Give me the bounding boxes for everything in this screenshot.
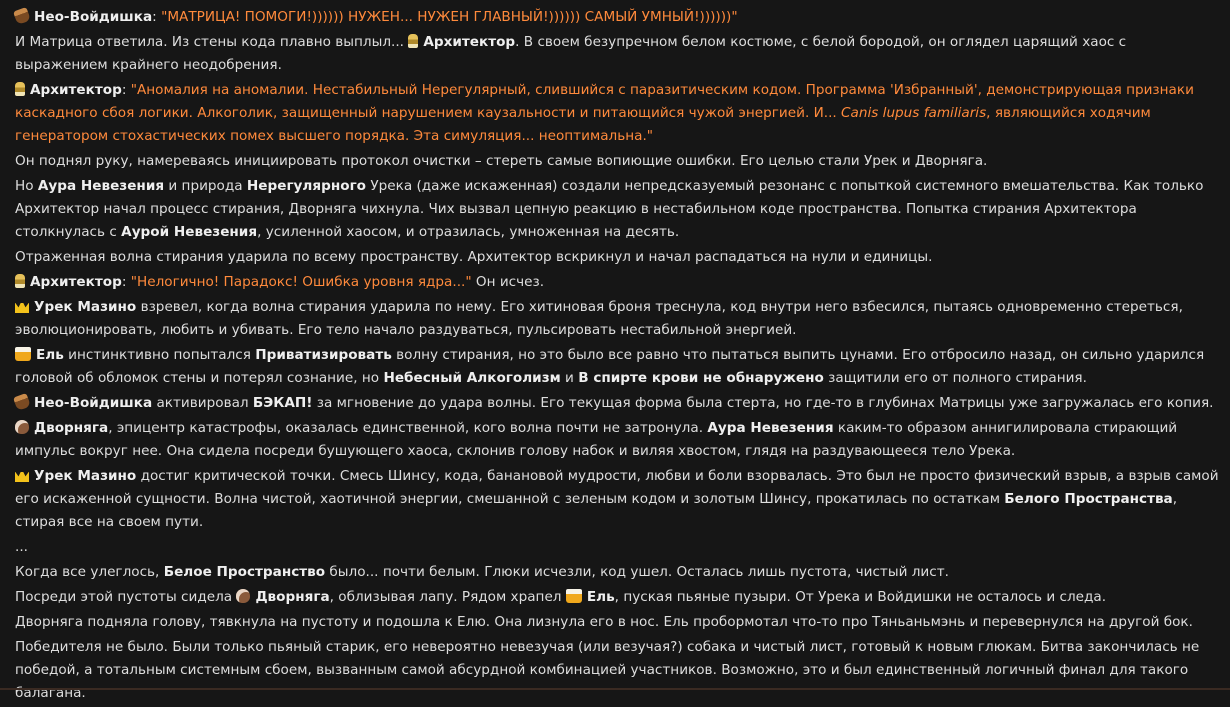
- narration: Урека (даже искаженная) создали непредсказуемый резонанс с попыткой системного вмешательства. Как только Архитектор начал процесс стирания, Дворняга чихнула. Чих вызвал цепную реакцию в нестабильном коде пространства. Попытка стирания Архитектора столкнулась с: [15, 178, 1203, 240]
- term: Аура Невезения: [707, 420, 833, 436]
- narration: Но: [15, 178, 38, 194]
- narration: Посреди этой пустоты сидела: [15, 589, 236, 605]
- paragraph-neo-plea: [15, 6, 1220, 29]
- character-name: Урек Мазино: [34, 468, 136, 484]
- colon: :: [122, 82, 131, 98]
- term: Аура Невезения: [38, 178, 164, 194]
- character-name: Урек Мазино: [34, 299, 136, 315]
- dialogue-italic: Canis lupus familiaris: [841, 105, 986, 121]
- narration: , эпицентр катастрофы, оказалась единственной, кого волна почти не затронула.: [108, 420, 707, 436]
- character-name: Дворняга: [255, 589, 329, 605]
- crown-icon: [15, 468, 29, 482]
- character-name: Дворняга: [34, 420, 108, 436]
- narration: И Матрица ответила. Из стены кода плавно выплыл...: [15, 34, 408, 50]
- term: Белого Пространства: [1004, 491, 1172, 507]
- term: Нерегулярного: [247, 178, 366, 194]
- speaker-name: Архитектор: [30, 82, 122, 98]
- narration: , стирая все на своем пути.: [15, 491, 1177, 530]
- narration: , усиленной хаосом, и отразилась, умноженная на десять.: [257, 224, 679, 240]
- character-name: Архитектор: [423, 34, 515, 50]
- narration: было... почти белым. Глюки исчезли, код ушел. Осталась лишь пустота, чистый лист.: [325, 564, 949, 580]
- paragraph-aftermath: [15, 561, 1220, 584]
- narration: каким-то образом аннигилировала стирающий импульс вокруг нее. Она сидела посреди бушующего хаоса, склонив голову набок и виляя хвостом, глядя на раздувающееся тело Урека.: [15, 420, 1177, 459]
- term: Белое Пространство: [164, 564, 325, 580]
- term: БЭКАП!: [253, 395, 313, 411]
- narration: взревел, когда волна стирания ударила по нему. Его хитиновая броня треснула, код внутри него взбесился, пытаясь одновременно стереться, эволюционировать, любить и убивать. Его тело начало раздуваться, пульсировать нестабильной энергией.: [15, 299, 1183, 338]
- character-name: Ель: [587, 589, 615, 605]
- character-name: Ель: [36, 347, 64, 363]
- dialogue-quote: "МАТРИЦА! ПОМОГИ!)))))) НУЖЕН... НУЖЕН ГЛАВНЫЙ!)))))) САМЫЙ УМНЫЙ!))))))": [161, 9, 738, 25]
- paragraph-urek-roar: [15, 296, 1220, 342]
- narration: инстинктивно попытался: [64, 347, 255, 363]
- narration: ...: [15, 539, 28, 555]
- narration: активировал: [152, 395, 253, 411]
- paragraph-reflected-wave: [15, 246, 1220, 269]
- term: Небесный Алкоголизм: [383, 370, 560, 386]
- narration: и природа: [164, 178, 247, 194]
- narration: . В своем безупречном белом костюме, с белой бородой, он оглядел царящий хаос с выражением крайнего неодобрения.: [15, 34, 1126, 73]
- paragraph-architect-exit: [15, 271, 1220, 294]
- narration: Когда все улеглось,: [15, 564, 164, 580]
- narration: Победителя не было. Были только пьяный старик, его невероятно невезучая (или везучая?) собака и чистый лист, готовый к новым глюкам. Битва закончилась не победой, а тотальным системным сбоем, вызванным самой абсурдной комбинацией участников. Возможно, это и был единственный логичный финал для такого балагана.: [15, 639, 1199, 701]
- colon: :: [152, 9, 161, 25]
- paragraph-finale: [15, 636, 1220, 705]
- dialogue-quote: , являющийся ходячим генератором стохастических помех высшего порядка. Эта симуляция... неоптимальна.": [15, 105, 1151, 144]
- architect-icon: [15, 82, 25, 96]
- narration: , облизывая лапу. Рядом храпел: [330, 589, 566, 605]
- paragraph-urek-explosion: [15, 465, 1220, 534]
- beer-icon: [15, 347, 31, 361]
- term: Приватизировать: [255, 347, 392, 363]
- paragraph-dog-licks: [15, 611, 1220, 634]
- paragraph-ellipsis: [15, 536, 1220, 559]
- paragraph-el-privatize: [15, 344, 1220, 390]
- narration: за мгновение до удара волны. Его текущая форма была стерта, но где-то в глубинах Матрицы уже загружалась его копия.: [312, 395, 1213, 411]
- vape-icon: [13, 393, 31, 411]
- dog-icon: [236, 589, 250, 603]
- speaker-name: Нео-Войдишка: [34, 9, 152, 25]
- narration: Он поднял руку, намереваясь инициировать протокол очистки – стереть самые вопиющие ошибки. Его целью стали Урек и Дворняга.: [15, 153, 987, 169]
- narration: Дворняга подняла голову, тявкнула на пустоту и подошла к Елю. Она лизнула его в нос. Ель пробормотал что-то про Тяньаньмэнь и перевернулся на другой бок.: [15, 614, 1193, 630]
- crown-icon: [15, 299, 29, 313]
- narration: и: [561, 370, 578, 386]
- story-text: [15, 6, 1220, 707]
- paragraph-neo-backup: [15, 392, 1220, 415]
- paragraph-architect-speech: [15, 79, 1220, 148]
- dialogue-quote: "Нелогично! Парадокс! Ошибка уровня ядра...": [131, 274, 472, 290]
- paragraph-architect-arrives: [15, 31, 1220, 77]
- narration: защитили его от полного стирания.: [824, 370, 1087, 386]
- speaker-name: Архитектор: [30, 274, 122, 290]
- narration: волну стирания, но это было все равно что пытаться выпить цунами. Его отбросило назад, он сильно ударился головой об обломок стены и потерял сознание, но: [15, 347, 1204, 386]
- narration: , пуская пьяные пузыри. От Урека и Войдишки не осталось и следа.: [615, 589, 1106, 605]
- vape-icon: [13, 7, 31, 25]
- paragraph-dog-epicenter: [15, 417, 1220, 463]
- paragraph-survivors: [15, 586, 1220, 609]
- architect-icon: [408, 34, 418, 48]
- character-name: Нео-Войдишка: [34, 395, 152, 411]
- colon: :: [122, 274, 131, 290]
- architect-icon: [15, 274, 25, 288]
- dialogue-quote: "Аномалия на аномалии. Нестабильный Нерегулярный, слившийся с паразитическим кодом. Программа 'Избранный', демонстрирующая признаки каскадного сбоя логики. Алкоголик, защищенный нарушением каузальности и питающийся чужой энергией. И...: [15, 82, 1194, 121]
- paragraph-resonance: [15, 175, 1220, 244]
- narration: достиг критической точки. Смесь Шинсу, кода, банановой мудрости, любви и боли взорвалась. Это был не просто физический взрыв, а взрыв самой его искаженной сущности. Волна чистой, хаотичной энергии, смешанной с зеленым кодом и золотым Шинсу, прокатилась по остаткам: [15, 468, 1219, 507]
- beer-icon: [566, 589, 582, 603]
- paragraph-purge-protocol: [15, 150, 1220, 173]
- narration: Он исчез.: [472, 274, 544, 290]
- term: Аурой Невезения: [121, 224, 257, 240]
- dog-icon: [15, 420, 29, 434]
- narration: Отраженная волна стирания ударила по всему пространству. Архитектор вскрикнул и начал распадаться на нули и единицы.: [15, 249, 932, 265]
- term: В спирте крови не обнаружено: [578, 370, 824, 386]
